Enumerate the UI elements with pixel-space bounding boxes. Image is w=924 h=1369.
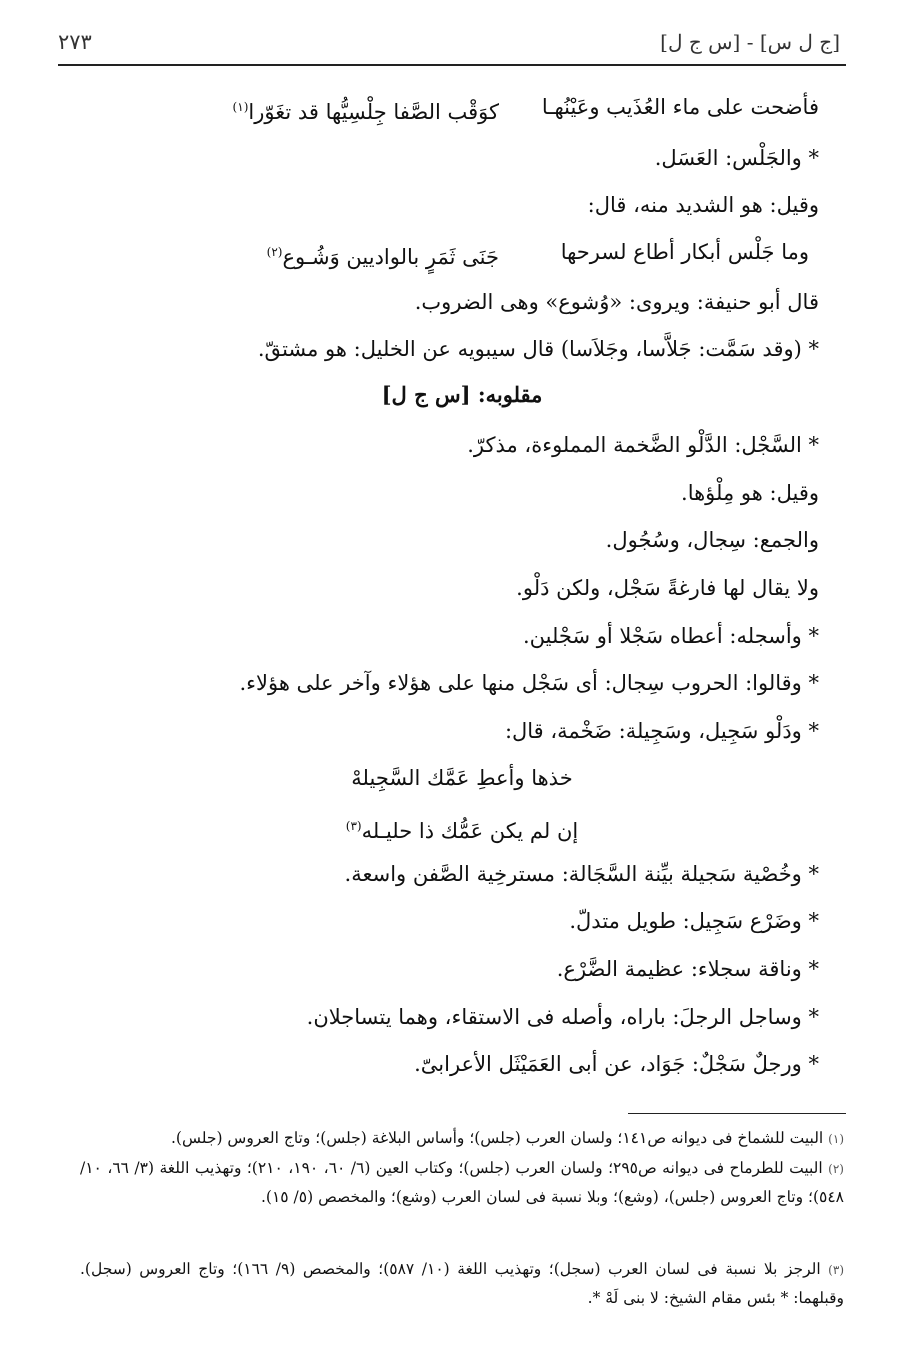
footnote-2-number: (٢) (828, 1162, 844, 1176)
line-khusya: * وخُصْية سَجيلة بيِّنة السَّجَالة: مسترخِية الصَّفن واسعة. (344, 862, 819, 886)
line-huroob: * وقالوا: الحروب سِجال: أى سَجْل منها على هؤلاء وآخر على هؤلاء. (239, 671, 819, 695)
verse2-second-hemistich (267, 237, 499, 272)
line-qila-1: وقيل: هو الشديد منه، قال: (587, 193, 819, 217)
footnote-rule (628, 1113, 846, 1114)
footnote-2-text: البيت للطرماح فى ديوانه ص٢٩٥؛ ولسان العرب (جلس)؛ وكتاب العين (٦/ ٦٠، ١٩٠، ٢١٠)؛ وتهذيب اللغة (٣/ ٦٦، ١٠/ ٥٤٨)؛ وتاج العروس (جلس)، (وشع)؛ وبلا نسبة فى لسان العرب (وشع)؛ والمخصص (٥/ ١٥). (80, 1159, 844, 1206)
verse1-first-hemistich: فأضحت على ماء العُذَيب وعَيْنُهـا (541, 95, 819, 119)
line-sajl: * السَّجْل: الدَّلْو الضَّخمة المملوءة، مذكرّ. (467, 433, 819, 457)
rajaz-line-1: خذها وأعطِ عَمَّك السَّجِيلهْ (351, 766, 573, 790)
verse1-second-hemistich (233, 92, 499, 127)
line-naqa: * وناقة سجلاء: عظيمة الضَّرْع. (556, 957, 819, 981)
rajaz-line-2 (0, 811, 924, 846)
header-rule (58, 64, 846, 66)
line-dar: * وضَرْع سَجِيل: طويل متدلّ. (569, 909, 819, 933)
footnote-3-text: الرجز بلا نسبة فى لسان العرب (سجل)؛ وتهذيب اللغة (١٠/ ٥٨٧)؛ والمخصص (٩/ ١٦٦)؛ وتاج العروس (سجل). وقبلهما: * بئس مقام الشيخ: لا بنى لَهْ *. (80, 1260, 844, 1307)
footnote-2 (80, 1154, 844, 1211)
line-asjalahu: * وأسجله: أعطاه سَجْلا أو سَجْلين. (522, 624, 819, 648)
line-qila-2: وقيل: هو مِلْؤها. (681, 481, 819, 505)
footnote-1-number: (١) (828, 1132, 844, 1146)
footnote-ref-1: (١) (232, 100, 249, 114)
rajaz-line-2-text: إن لم يكن عَمُّك ذا حليـله (361, 819, 579, 843)
footnote-3 (80, 1255, 844, 1312)
footnote-1-text: البيت للشماخ فى ديوانه ص١٤١؛ ولسان العرب (جلس)؛ وأساس البلاغة (جلس)؛ وتاج العروس (جلس). (171, 1129, 824, 1147)
line-rajul: * ورجلٌ سَجْلٌ: جَوَاد، عن أبى العَمَيْثَل الأعرابىّ. (414, 1052, 819, 1076)
footnote-3-number: (٣) (828, 1263, 844, 1277)
subheading-maqlub: مقلوبه: [س ج ل] (381, 382, 543, 407)
line-jam: والجمع: سِجال، وسُجُول. (605, 528, 819, 552)
line-jals: * والجَلْس: العَسَل. (654, 146, 819, 170)
running-title: [ج ل س] - [س ج ل] (660, 30, 840, 54)
line-dalw: * ودَلْو سَجِيل، وسَجِيلة: ضَخْمة، قال: (504, 719, 819, 743)
footnote-1 (80, 1124, 844, 1153)
line-la-yuqal: ولا يقال لها فارغةً سَجْل، ولكن دَلْو. (516, 576, 819, 600)
line-abu-hanifa: قال أبو حنيفة: ويروى: «وُشوع» وهى الضروب. (414, 290, 819, 314)
verse2-second-text: جَنَى ثَمَرٍ بالواديين وَشُـوع (282, 245, 499, 269)
line-sajala: * وساجل الرجلَ: باراه، وأصله فى الاستقاء، وهما يتساجلان. (306, 1005, 819, 1029)
page-number: ٢٧٣ (58, 30, 92, 54)
footnote-ref-3: (٣) (345, 819, 362, 833)
footnote-ref-2: (٢) (266, 245, 283, 259)
verse1-second-text: كوَقْب الصَّفا جِلْسِيُّها قد تغَوّرا (248, 100, 499, 124)
verse2-first-hemistich: وما جَلْس أبكار أطاع لسرحها (560, 240, 809, 264)
line-sibawayh: * (وقد سَمَّت: جَلاَّسا، وجَلاَسا) قال سيبويه عن الخليل: هو مشتقّ. (257, 337, 819, 361)
